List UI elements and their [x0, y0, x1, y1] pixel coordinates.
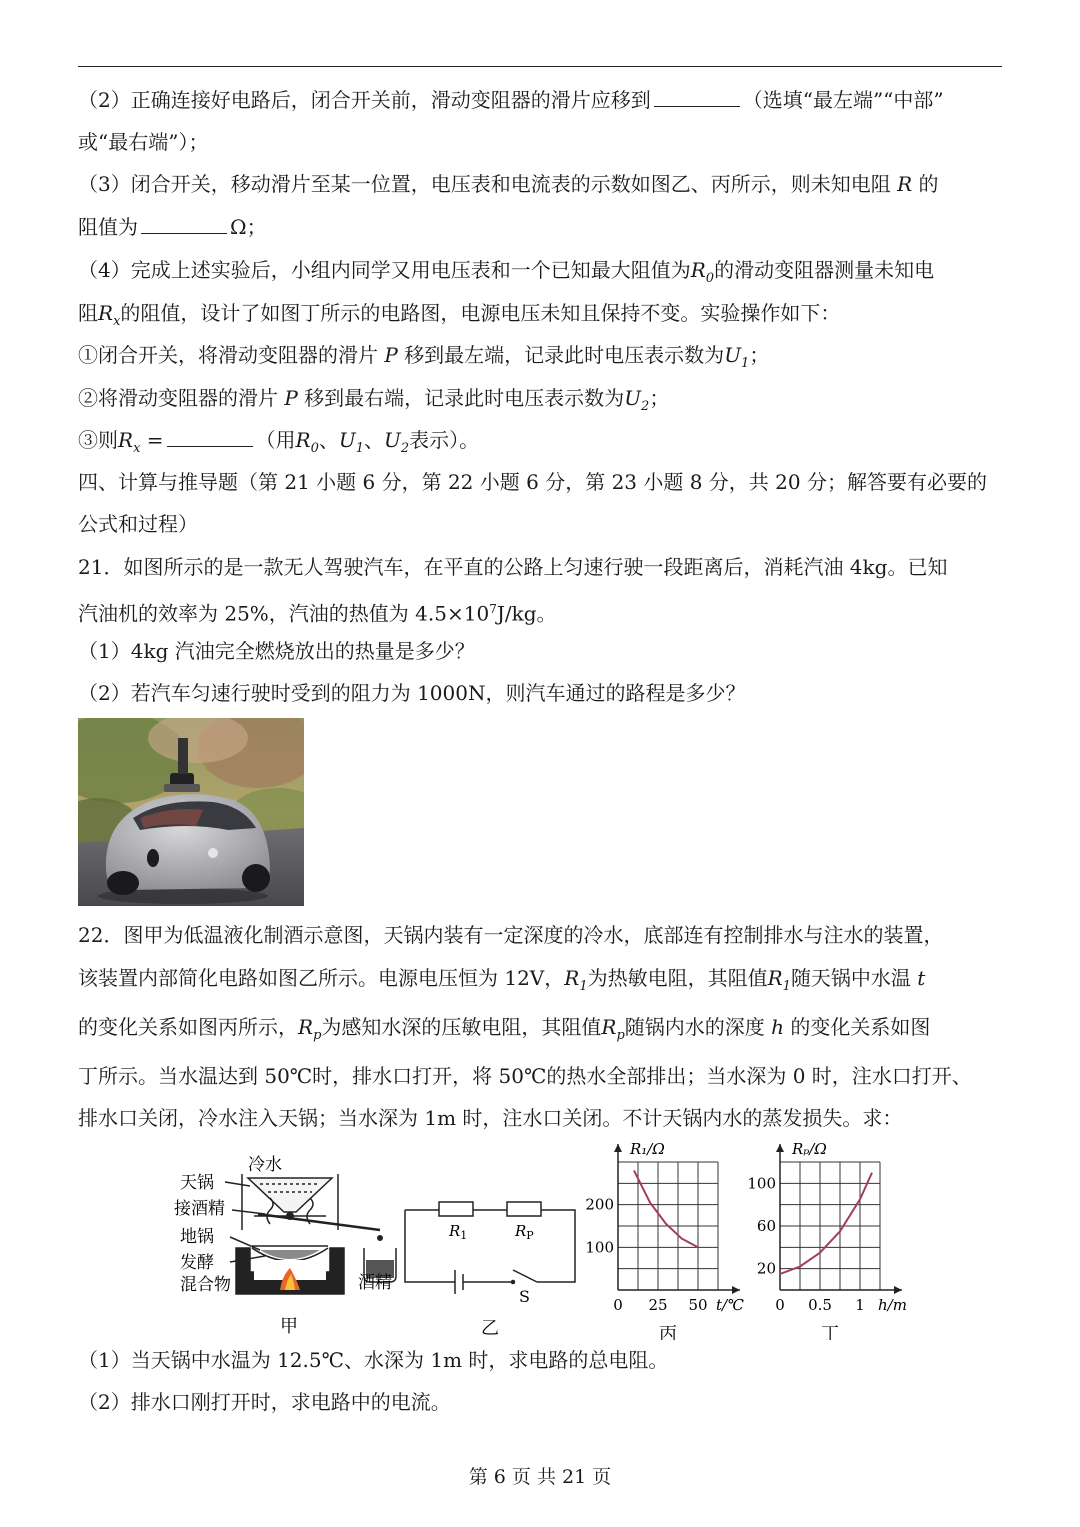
- header-rule: [78, 66, 1002, 67]
- q22-line3: 的变化关系如图丙所示，$R_p$为感知水深的压敏电阻，其阻值$R_p$随锅内水的深度 h 的变化关系如图: [78, 1015, 931, 1043]
- q2-line2: 或“最右端”）；: [78, 130, 209, 154]
- q22-sub1: （1）当天锅中水温为 12.5℃、水深为 1m 时，求电路的总电阻。: [78, 1348, 669, 1372]
- section4-line1: 四、计算与推导题（第 21 小题 6 分，第 22 小题 6 分，第 23 小题 8 分，共 20 分；解答要有必要的: [78, 470, 987, 494]
- q2-line1: （2）正确连接好电路后，闭合开关前，滑动变阻器的滑片应移到 （选填“最左端”“中部”: [78, 88, 944, 112]
- q22-line1: 22．图甲为低温液化制酒示意图，天锅内装有一定深度的冷水，底部连有控制排水与注水的装置，: [78, 923, 944, 947]
- y-axis-label: R₁/Ω: [630, 1140, 665, 1158]
- label-alcohol: 酒精: [358, 1273, 392, 1293]
- label-switch-S: S: [519, 1287, 530, 1306]
- caption-jia: 甲: [280, 1316, 298, 1337]
- y-axis-label: Rₚ/Ω: [792, 1140, 827, 1158]
- y-tick-label: 200: [585, 1195, 614, 1214]
- q22-line4: 丁所示。当水温达到 50℃时，排水口打开，将 50℃的热水全部排出；当水深为 0 时，注水口打开、: [78, 1064, 972, 1088]
- y-tick-label: 20: [756, 1259, 776, 1278]
- y-axis-arrow: [614, 1144, 622, 1152]
- q21-line2: 汽油机的效率为 25%，汽油的热值为 $4.5\times 10^7J/kg$。: [78, 601, 557, 626]
- answer-blank[interactable]: [141, 215, 227, 234]
- section4-line2: 公式和过程）: [78, 512, 198, 536]
- chart-ding: [745, 1135, 920, 1340]
- x-tick-label: 0: [775, 1296, 785, 1314]
- label-R1: $R_1$: [449, 1222, 468, 1242]
- q4-line2: 阻$R_x$的阻值，设计了如图丁所示的电路图，电源电压未知且保持不变。实验操作如下：: [78, 301, 841, 329]
- x-tick-label: 1: [855, 1296, 865, 1314]
- page-footer: 第 6 页 共 21 页: [468, 1466, 612, 1488]
- answer-blank[interactable]: [167, 428, 253, 447]
- q4-step3: ③则$R_x$ = （用$R_0$、$U_1$、$U_2$表示）。: [78, 428, 480, 456]
- q22-line2: 该装置内部简化电路如图乙所示。电源电压恒为 12V，$R_1$为热敏电阻，其阻值$R_1$随天锅中水温 t: [78, 966, 926, 994]
- y-tick-label: 100: [585, 1238, 614, 1257]
- q22-sub2: （2）排水口刚打开时，求电路中的电流。: [78, 1390, 451, 1414]
- y-axis-arrow: [776, 1144, 784, 1152]
- q22-line5: 排水口关闭，冷水注入天锅；当水深为 1m 时，注水口关闭。不计天锅内水的蒸发损失。求：: [78, 1106, 903, 1130]
- label-fajiao: 发酵: [180, 1253, 214, 1273]
- x-tick-label: 25: [648, 1296, 668, 1314]
- label-tianguo: 天锅: [180, 1173, 214, 1193]
- figure-jia: [170, 1150, 410, 1340]
- x-axis-arrow: [732, 1286, 740, 1294]
- chart-caption: 丙: [659, 1324, 677, 1340]
- series-line: [780, 1173, 872, 1274]
- caption-yi: 乙: [481, 1318, 499, 1339]
- answer-blank[interactable]: [654, 88, 740, 107]
- x-axis-arrow: [894, 1286, 902, 1294]
- chart-caption: 丁: [821, 1324, 839, 1340]
- car-photo: [78, 718, 304, 906]
- label-mixture: 混合物: [180, 1275, 231, 1295]
- q4-step1: ①闭合开关，将滑动变阻器的滑片 P 移到最左端，记录此时电压表示数为$U_1$；: [78, 343, 770, 371]
- q21-sub1: （1）4kg 汽油完全燃烧放出的热量是多少？: [78, 639, 475, 663]
- chart-bing: [580, 1135, 760, 1340]
- y-tick-label: 60: [756, 1217, 776, 1235]
- q4-step2: ②将滑动变阻器的滑片 P 移到最右端，记录此时电压表示数为$U_2$；: [78, 386, 670, 414]
- label-jiejiujing: 接酒精: [174, 1199, 225, 1219]
- x-axis-label: t/℃: [716, 1296, 744, 1314]
- x-tick-label: 50: [688, 1296, 708, 1314]
- label-cold-water: 冷水: [248, 1155, 282, 1175]
- q4-line1: （4）完成上述实验后，小组内同学又用电压表和一个已知最大阻值为$R_0$的滑动变阻器测量未知电: [78, 258, 935, 286]
- series-line: [634, 1171, 698, 1248]
- q3-line2: 阻值为 Ω；: [78, 215, 267, 239]
- figure-yi: [395, 1190, 585, 1340]
- label-diguo: 地锅: [180, 1227, 214, 1247]
- label-Rp: $R_P$: [515, 1222, 534, 1242]
- q21-line1: 21．如图所示的是一款无人驾驶汽车，在平直的公路上匀速行驶一段距离后，消耗汽油 4kg。已知: [78, 555, 948, 579]
- x-tick-label: 0: [613, 1296, 623, 1314]
- x-axis-label: h/m: [878, 1296, 907, 1314]
- q21-sub2: （2）若汽车匀速行驶时受到的阻力为 1000N，则汽车通过的路程是多少？: [78, 681, 746, 705]
- x-tick-label: 0.5: [808, 1296, 832, 1314]
- q3-line1: （3）闭合开关，移动滑片至某一位置，电压表和电流表的示数如图乙、丙所示，则未知电阻 R 的: [78, 172, 939, 196]
- y-tick-label: 100: [747, 1174, 776, 1193]
